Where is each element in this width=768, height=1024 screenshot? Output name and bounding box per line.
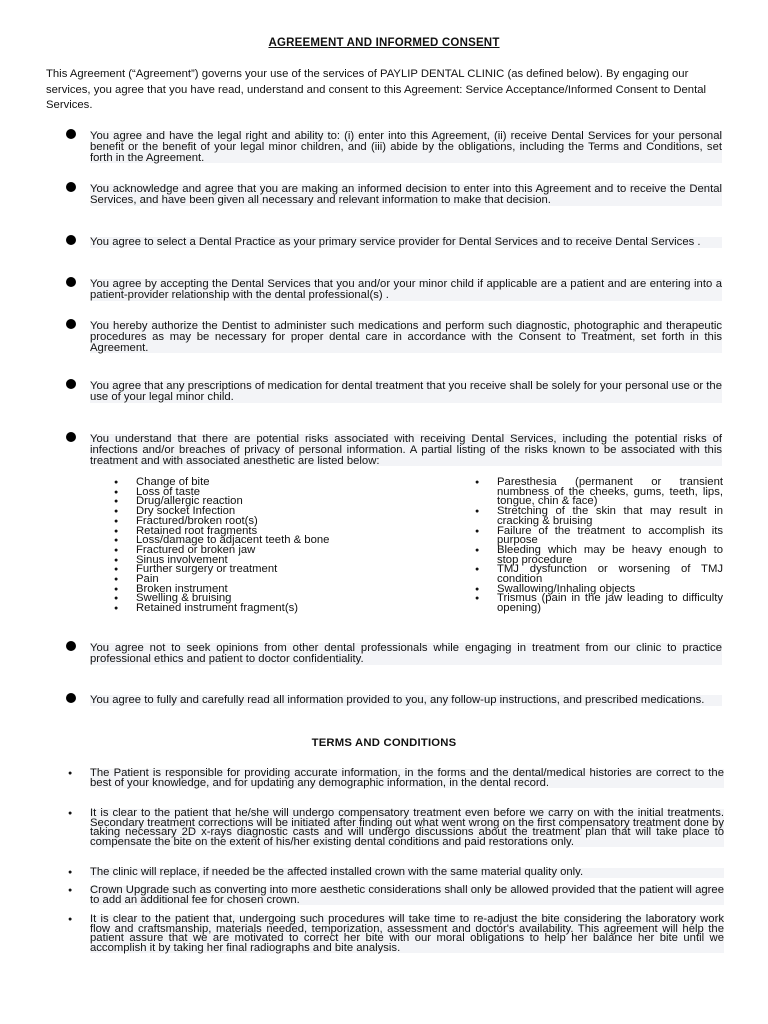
bullet-icon	[66, 129, 76, 139]
terms-title: TERMS AND CONDITIONS	[311, 737, 457, 749]
terms-item: ● It is clear to the patient that he/she will undergo compensatory treatment even before we carry on with the initial treatments. Secondary treatment corrections will be initiated after finding out what went wrong on the first compensatory treatment done by taking necessary 2D x-rays diagnostic casts and will undergo discussions about the treatment plan that will take place to compensate the bite on the extent of his/her existing dental conditions and paid restorations only.	[68, 807, 724, 848]
risk-item: ● Broken instrument	[114, 585, 361, 595]
bullet-icon	[66, 641, 76, 651]
agreement-item: You agree and have the legal right and ability to: (i) enter into this Agreement, (ii) receive Dental Services for your personal benefit or the benefit of your legal minor children, and (iii) abide by the obligations, including the Terms and Conditions, set forth in the Agreement.	[66, 131, 722, 163]
risk-item: ● Sinus involvement	[114, 556, 361, 566]
bullet-icon	[66, 432, 76, 442]
agreement-item: You agree to select a Dental Practice as your primary service provider for Dental Services and to receive Dental Services .	[66, 237, 722, 248]
risk-item: ● Loss/damage to adjacent teeth & bone	[114, 536, 361, 546]
bullet-icon	[66, 235, 76, 245]
risk-item: ● Loss of taste	[114, 488, 361, 498]
risk-list-left	[114, 478, 361, 614]
risk-item: ● Stretching of the skin that may result in cracking & bruising	[475, 507, 723, 526]
bullet-icon: ●	[68, 887, 73, 894]
risk-item: ● Dry socket Infection	[114, 507, 361, 517]
document-title: AGREEMENT AND INFORMED CONSENT	[268, 37, 500, 49]
bullet-icon	[66, 693, 76, 703]
bullet-icon: ●	[68, 869, 73, 876]
agreement-item: You hereby authorize the Dentist to administer such medications and perform such diagnostic, photographic and therapeutic procedures as may be necessary for proper dental care in accordance with the Consent to Treatment, set forth in this Agreement.	[66, 321, 722, 353]
bullet-icon	[66, 182, 76, 192]
risk-item: ● Pain	[114, 575, 361, 585]
risk-item: ● Change of bite	[114, 478, 361, 488]
agreement-item: You agree not to seek opinions from other dental professionals while engaging in treatment from our clinic to practice professional ethics and patient to doctor confidentiality.	[66, 643, 722, 665]
bullet-icon: ●	[68, 810, 73, 817]
risk-item: ● Retained root fragments	[114, 527, 361, 537]
bullet-icon	[66, 277, 76, 287]
bullet-icon	[66, 379, 76, 389]
risk-item: ● TMJ dysfunction or worsening of TMJ condition	[475, 565, 723, 584]
agreement-item: You agree by accepting the Dental Services that you and/or your minor child if applicable are a patient and are entering into a patient-provider relationship with the dental professional(s) .	[66, 279, 722, 301]
intro-paragraph: This Agreement (“Agreement”) governs your use of the services of PAYLIP DENTAL CLINIC (as defined below). By engaging our services, you agree that you have read, understand and consent to this Agreement: Service Acceptance/Informed Consent to Dental Services.	[46, 68, 707, 111]
agreement-item: You understand that there are potential risks associated with receiving Dental Services, including the potential risks of infections and/or breaches of privacy of personal information. A partial listing of the risks known to be associated with this treatment and with associated anesthetic are listed below:	[66, 434, 722, 466]
risk-item: ● Bleeding which may be heavy enough to stop procedure	[475, 546, 723, 565]
risk-list-right	[475, 478, 723, 614]
bullet-icon	[66, 319, 76, 329]
risk-item: ● Drug/allergic reaction	[114, 497, 361, 507]
risk-item: ● Failure of the treatment to accomplish its purpose	[475, 527, 723, 546]
terms-item: ● It is clear to the patient that, undergoing such procedures will take time to re-adjust the bite considering the laboratory work flow and craftsmanship, materials needed, temporization, assessment and doctor's availability. This agreement will help the patient assure that we are motivated to correct her bite with our moral obligations to help her balance her bite until we accomplish it by taking her final radiographs and bite analysis.	[68, 913, 724, 954]
terms-item: ● The Patient is responsible for providing accurate information, in the forms and the dental/medical histories are correct to the best of your knowledge, and for updating any demographic information, in the dental record.	[68, 767, 724, 789]
risk-item: ● Swallowing/Inhaling objects	[475, 585, 723, 595]
risk-item: ● Trismus (pain in the jaw leading to difficulty opening)	[475, 594, 723, 613]
risk-item: ● Fractured/broken root(s)	[114, 517, 361, 527]
agreement-item: You agree to fully and carefully read all information provided to you, any follow-up instructions, and prescribed medications.	[66, 695, 722, 706]
terms-item: ● The clinic will replace, if needed be the affected installed crown with the same material quality only.	[68, 868, 724, 878]
terms-item: ● Crown Upgrade such as converting into more aesthetic considerations shall only be allowed provided that the patient will agree to add an additional fee for chosen crown.	[68, 884, 724, 906]
risk-item: ● Retained instrument fragment(s)	[114, 604, 361, 614]
risk-item: ● Further surgery or treatment	[114, 565, 361, 575]
bullet-icon: ●	[68, 916, 73, 923]
risk-item: ● Fractured or broken jaw	[114, 546, 361, 556]
agreement-item: You agree that any prescriptions of medication for dental treatment that you receive shall be solely for your personal use or the use of your legal minor child.	[66, 381, 722, 403]
agreement-item: You acknowledge and agree that you are making an informed decision to enter into this Agreement and to receive the Dental Services, and have been given all necessary and relevant information to make that decision.	[66, 184, 722, 206]
risk-item: ● Paresthesia (permanent or transient numbness of the cheeks, gums, teeth, lips, tongue, chin & face)	[475, 478, 723, 507]
bullet-icon: ●	[68, 770, 73, 777]
risk-item: ● Swelling & bruising	[114, 594, 361, 604]
